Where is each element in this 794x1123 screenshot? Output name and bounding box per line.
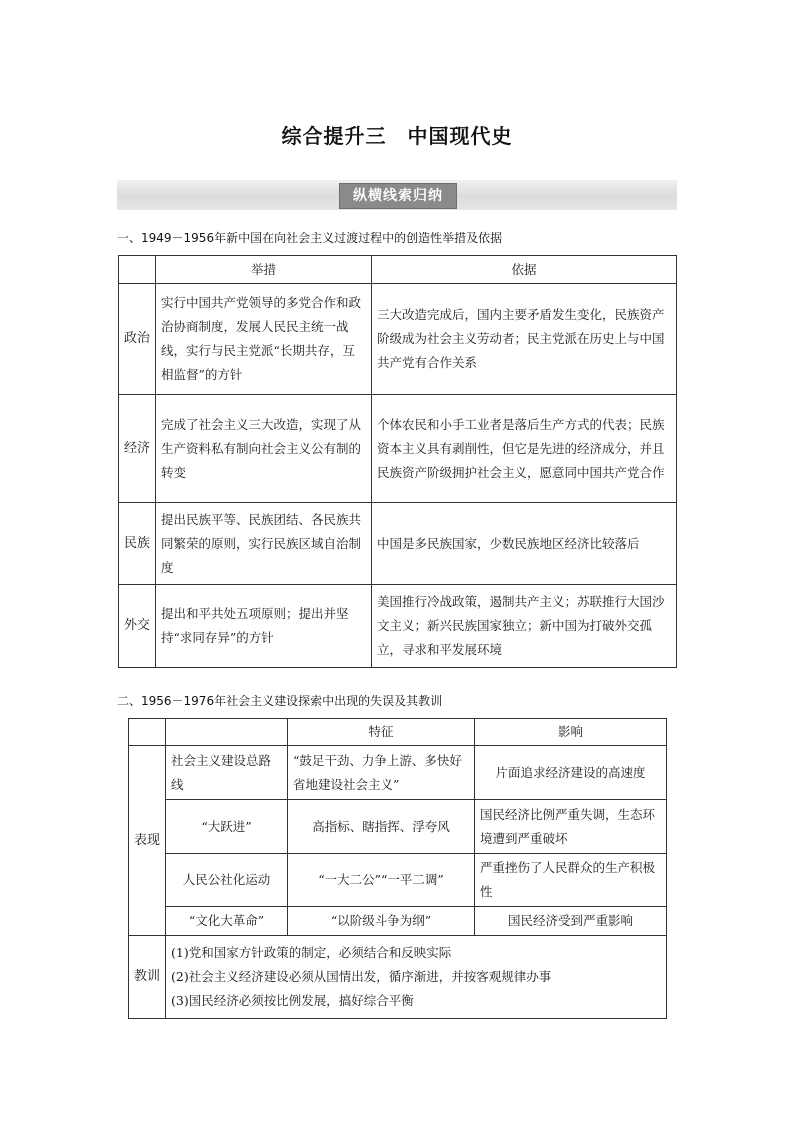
section1-heading: 一、1949－1956年新中国在向社会主义过渡过程中的创造性举措及依据 bbox=[117, 231, 503, 245]
impact-cell: 片面追求经济建设的高速度 bbox=[475, 746, 667, 800]
item-cell: 人民公社化运动 bbox=[166, 854, 288, 907]
header-empty bbox=[166, 719, 288, 746]
basis-cell: 中国是多民族国家，少数民族地区经济比较落后 bbox=[372, 503, 677, 585]
feature-cell: 高指标、瞎指挥、浮夸风 bbox=[288, 800, 475, 854]
basis-cell: 个体农民和小手工业者是落后生产方式的代表；民族资本主义具有剥削性，但它是先进的经济成分，并且民族资产阶级拥护社会主义，愿意同中国共产党合作 bbox=[372, 395, 677, 503]
lessons-cell bbox=[166, 936, 667, 1019]
impact-cell: 国民经济受到严重影响 bbox=[475, 907, 667, 936]
basis-cell: 三大改造完成后，国内主要矛盾发生变化，民族资产阶级成为社会主义劳动者；民主党派在历史上与中国共产党有合作关系 bbox=[372, 284, 677, 395]
header-impact: 影响 bbox=[475, 719, 667, 746]
impact-cell: 国民经济比例严重失调，生态环境遭到严重破坏 bbox=[475, 800, 667, 854]
item-cell: “大跃进” bbox=[166, 800, 288, 854]
row-label: 经济 bbox=[119, 395, 156, 503]
item-cell: 社会主义建设总路线 bbox=[166, 746, 288, 800]
row-label: 政治 bbox=[119, 284, 156, 395]
lesson-item: (3)国民经济必须按比例发展，搞好综合平衡 bbox=[171, 993, 414, 1008]
lessons-row bbox=[129, 936, 667, 1019]
feature-cell: “以阶级斗争为纲” bbox=[288, 907, 475, 936]
group-label: 表现 bbox=[129, 746, 166, 936]
table-row bbox=[119, 503, 677, 585]
impact-cell: 严重挫伤了人民群众的生产积极性 bbox=[475, 854, 667, 907]
page-title: 综合提升三 中国现代史 bbox=[281, 124, 513, 148]
lesson-item: (2)社会主义经济建设必须从国情出发，循序渐进，并按客观规律办事 bbox=[171, 969, 552, 984]
header-basis: 依据 bbox=[372, 256, 677, 284]
table-row bbox=[119, 284, 677, 395]
band-label: 纵横线索归纳 bbox=[339, 183, 457, 209]
header-measure: 举措 bbox=[156, 256, 372, 284]
measure-cell: 实行中国共产党领导的多党合作和政治协商制度，发展人民民主统一战线，实行与民主党派“长期共存，互相监督”的方针 bbox=[156, 284, 372, 395]
feature-cell: “一大二公”“一平二调” bbox=[288, 854, 475, 907]
table-row bbox=[129, 907, 667, 936]
section2-heading: 二、1956－1976年社会主义建设探索中出现的失误及其教训 bbox=[117, 694, 443, 708]
section1-table bbox=[118, 255, 677, 668]
header-feature: 特征 bbox=[288, 719, 475, 746]
header-empty bbox=[129, 719, 166, 746]
lesson-item: (1)党和国家方针政策的制定，必须结合和反映实际 bbox=[171, 945, 452, 960]
lessons-label: 教训 bbox=[129, 936, 166, 1019]
header-empty bbox=[119, 256, 156, 284]
item-cell: “文化大革命” bbox=[166, 907, 288, 936]
table-row bbox=[129, 746, 667, 800]
row-label: 外交 bbox=[119, 585, 156, 668]
table-row bbox=[119, 395, 677, 503]
row-label: 民族 bbox=[119, 503, 156, 585]
table-row bbox=[129, 800, 667, 854]
measure-cell: 完成了社会主义三大改造，实现了从生产资料私有制向社会主义公有制的转变 bbox=[156, 395, 372, 503]
measure-cell: 提出和平共处五项原则；提出并坚持“求同存异”的方针 bbox=[156, 585, 372, 668]
feature-cell: “鼓足干劲、力争上游、多快好省地建设社会主义” bbox=[288, 746, 475, 800]
basis-cell: 美国推行冷战政策，遏制共产主义；苏联推行大国沙文主义；新兴民族国家独立；新中国为打破外交孤立，寻求和平发展环境 bbox=[372, 585, 677, 668]
table-row bbox=[119, 585, 677, 668]
table-header-row bbox=[119, 256, 677, 284]
table-row bbox=[129, 854, 667, 907]
measure-cell: 提出民族平等、民族团结、各民族共同繁荣的原则，实行民族区域自治制度 bbox=[156, 503, 372, 585]
table-header-row bbox=[129, 719, 667, 746]
section2-table bbox=[128, 718, 667, 1019]
